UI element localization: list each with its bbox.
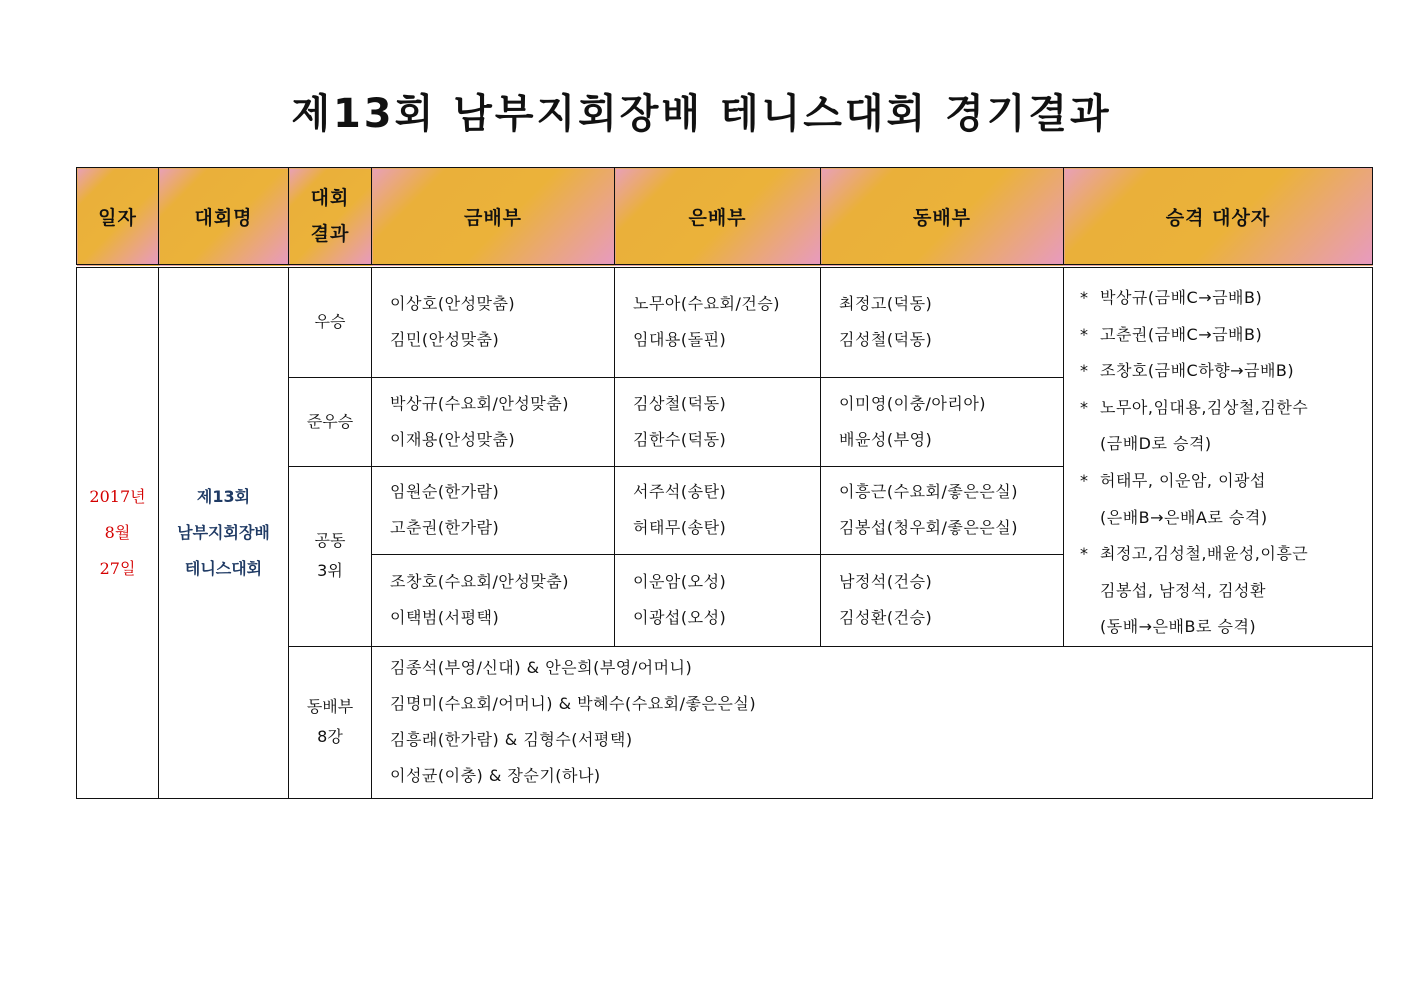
promotion-line: * 허태무, 이운암, 이광섭 xyxy=(1080,463,1372,500)
bullet-icon: * xyxy=(1080,470,1089,490)
list-item: 이택범(서평택) xyxy=(390,608,500,628)
row-label-winner: 우승 xyxy=(289,266,372,377)
list-item: 이운암(오성) xyxy=(633,572,727,592)
bullet-icon: * xyxy=(1080,544,1089,564)
list-item: 서주석(송탄) xyxy=(633,482,727,502)
header-row xyxy=(77,168,1373,267)
list-item: 허태무(송탄) xyxy=(633,518,727,538)
event-line3: 테니스대회 xyxy=(184,558,263,578)
bullet-icon: * xyxy=(1080,288,1089,307)
date-cell xyxy=(77,266,159,798)
bronze-quarter-list xyxy=(372,646,1373,798)
list-item: 김성철(덕동) xyxy=(839,330,933,350)
list-item: 노무아(수요회/건승) xyxy=(633,294,781,314)
promotion-line: * 노무아,임대용,김상철,김한수 xyxy=(1080,390,1372,427)
bullet-icon: * xyxy=(1080,361,1089,381)
third-b-silver xyxy=(615,554,821,646)
list-item: 김종석(부영/신대) & 안은희(부영/어머니) xyxy=(390,658,693,678)
list-item: 이성균(이충) & 장순기(하나) xyxy=(390,766,601,786)
runner-up-gold xyxy=(372,377,615,466)
list-item: 김상철(덕동) xyxy=(633,393,727,413)
event-line1: 제13회 xyxy=(196,486,251,506)
list-item: 이미영(이충/아리아) xyxy=(839,393,987,413)
promotion-line: (동배→은배B로 승격) xyxy=(1100,617,1257,637)
row-label-third: 공동 3위 xyxy=(289,466,372,646)
third-b-bronze xyxy=(821,554,1064,646)
header-result-line1: 대회 xyxy=(310,187,350,209)
header-bronze: 동배부 xyxy=(821,168,1064,267)
winner-silver xyxy=(615,266,821,377)
list-item: 이광섭(오성) xyxy=(633,608,727,628)
promotion-line: (은배B→은배A로 승격) xyxy=(1100,507,1268,527)
list-item: 배윤성(부영) xyxy=(839,429,933,449)
date-month: 8월 xyxy=(104,522,131,542)
promotion-line: * 박상규(금배C→금배B) xyxy=(1080,280,1372,317)
list-item: 조창호(수요회/안성맞춤) xyxy=(390,572,569,592)
bullet-icon: * xyxy=(1080,324,1089,344)
list-item: 김민(안성맞춤) xyxy=(390,330,500,350)
runner-up-silver xyxy=(615,377,821,466)
promotion-line: * 조창호(금배C하향→금배B) xyxy=(1080,353,1372,390)
results-table xyxy=(76,167,1373,799)
list-item: 김봉섭(청우회/좋은은실) xyxy=(839,518,1018,538)
header-result-line2: 결과 xyxy=(310,223,350,245)
date-day: 27일 xyxy=(99,558,136,578)
promotion-line: 김봉섭, 남정석, 김성환 xyxy=(1100,580,1266,600)
list-item: 김성환(건승) xyxy=(839,608,933,628)
promotion-line: * 최정고,김성철,배윤성,이흥근 xyxy=(1080,536,1372,573)
row-label-runner-up: 준우승 xyxy=(289,377,372,466)
list-item: 이흥근(수요회/좋은은실) xyxy=(839,482,1018,502)
header-gold: 금배부 xyxy=(372,168,615,267)
third-a-bronze xyxy=(821,466,1064,554)
list-item: 이재용(안성맞춤) xyxy=(390,429,516,449)
header-result xyxy=(289,168,372,267)
list-item: 최정고(덕동) xyxy=(839,294,933,314)
list-item: 임대용(돌핀) xyxy=(633,330,727,350)
list-item: 고춘권(한가람) xyxy=(390,518,500,538)
header-event: 대회명 xyxy=(159,168,289,267)
date-year: 2017년 xyxy=(89,486,146,506)
winner-bronze xyxy=(821,266,1064,377)
list-item: 김한수(덕동) xyxy=(633,429,727,449)
header-silver: 은배부 xyxy=(615,168,821,267)
page-title: 제13회 남부지회장배 테니스대회 경기결과 xyxy=(291,91,1112,137)
row-winner xyxy=(77,266,1373,377)
promotion-line: (금배D로 승격) xyxy=(1100,434,1212,454)
list-item: 이상호(안성맞춤) xyxy=(390,294,516,314)
header-promotion: 승격 대상자 xyxy=(1064,168,1373,267)
runner-up-bronze xyxy=(821,377,1064,466)
header-date: 일자 xyxy=(77,168,159,267)
promotion-cell xyxy=(1064,266,1373,646)
row-label-bronze-quarter: 동배부 8강 xyxy=(289,646,372,798)
third-a-silver xyxy=(615,466,821,554)
promotion-line: * 고춘권(금배C→금배B) xyxy=(1080,317,1372,354)
list-item: 김흥래(한가람) & 김형수(서평택) xyxy=(390,730,633,750)
list-item: 남정석(건승) xyxy=(839,572,933,592)
third-b-gold xyxy=(372,554,615,646)
list-item: 임원순(한가람) xyxy=(390,482,500,502)
event-cell xyxy=(159,266,289,798)
list-item: 김명미(수요회/어머니) & 박혜수(수요회/좋은은실) xyxy=(390,694,757,714)
list-item: 박상규(수요회/안성맞춤) xyxy=(390,393,569,413)
winner-gold xyxy=(372,266,615,377)
event-line2: 남부지회장배 xyxy=(177,522,270,542)
third-a-gold xyxy=(372,466,615,554)
bullet-icon: * xyxy=(1080,397,1089,417)
